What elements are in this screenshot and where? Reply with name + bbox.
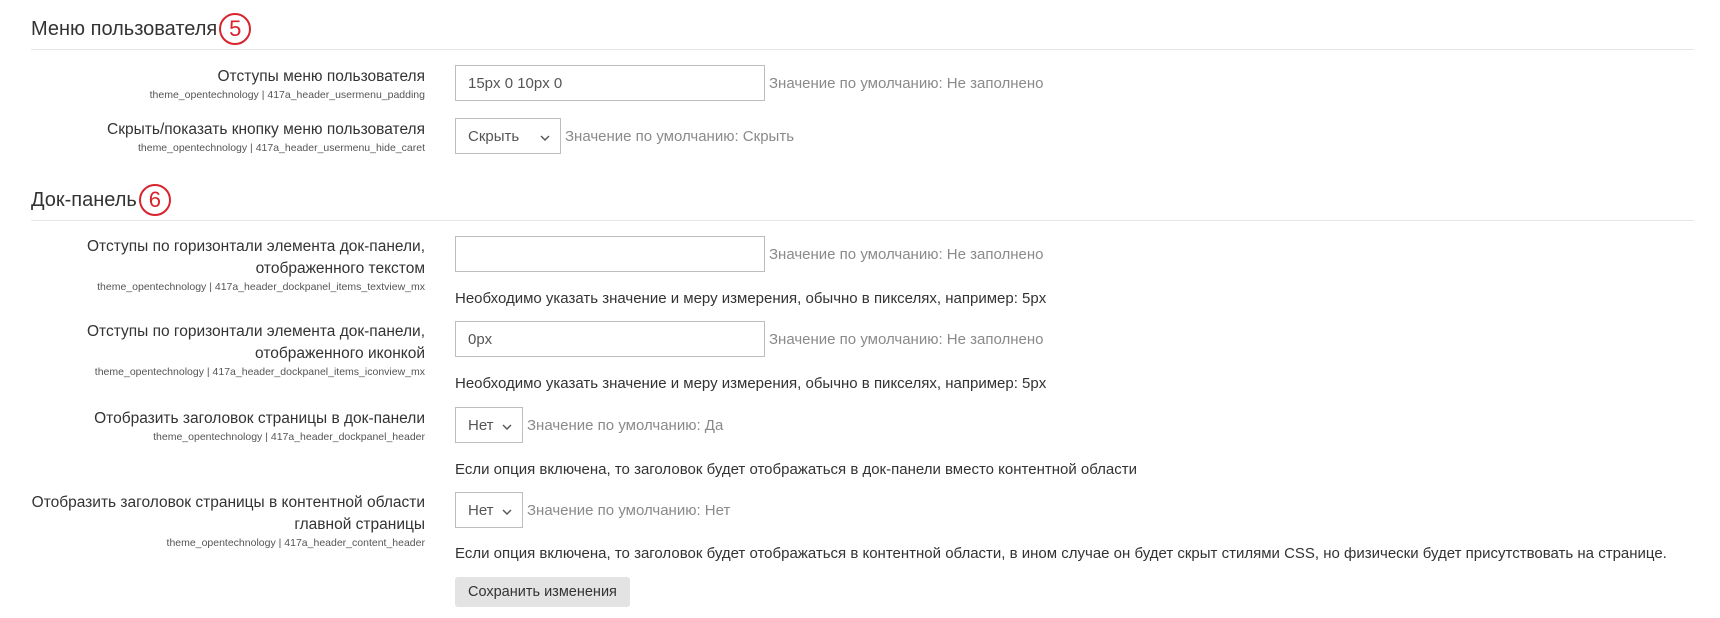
select-value: Скрыть: [468, 127, 520, 145]
setting-key: theme_opentechnology | 417a_header_usermenu_padding: [149, 89, 425, 101]
section-badge: 6: [139, 184, 171, 216]
save-changes-button[interactable]: Сохранить изменения: [455, 577, 630, 607]
setting-key: theme_opentechnology | 417a_header_dockpanel_header: [153, 431, 425, 443]
setting-label-text: Скрыть/показать кнопку меню пользователя: [107, 121, 425, 138]
settings-area: [31, 0, 1694, 618]
iconview-margin-input[interactable]: [455, 321, 765, 357]
section-title: Меню пользователя: [31, 17, 218, 40]
setting-key: theme_opentechnology | 417a_header_dockpanel_items_textview_mx: [97, 281, 425, 293]
setting-key: theme_opentechnology | 417a_header_dockpanel_items_iconview_mx: [94, 366, 425, 378]
setting-label-text: Отобразить заголовок страницы в док-панели: [94, 410, 425, 427]
dockpanel-header-select[interactable]: [455, 407, 523, 443]
setting-label: [31, 408, 425, 444]
setting-field: [455, 236, 1044, 272]
default-value-text: Значение по умолчанию: Не заполнено: [769, 245, 1044, 263]
help-text: Необходимо указать значение и меру измерения, обычно в пикселях, например: 5px: [455, 375, 1047, 392]
textview-margin-input[interactable]: [455, 236, 765, 272]
help-text: Необходимо указать значение и меру измерения, обычно в пикселях, например: 5px: [455, 290, 1047, 307]
content-header-select[interactable]: [455, 492, 523, 528]
chevron-down-icon: [502, 502, 512, 519]
setting-label-text: Отступы по горизонтали элемента док-панели,: [86, 238, 425, 255]
setting-label-text: Отступы меню пользователя: [217, 68, 425, 85]
select-value: Нет: [468, 501, 494, 519]
setting-field: [455, 492, 730, 528]
help-text: Если опция включена, то заголовок будет отображаться в контентной области, в ином случае он будет скрыт стилями CSS, но физически будет присутствовать на странице.: [455, 545, 1667, 562]
section-title: Док-панель: [31, 188, 137, 211]
chevron-down-icon: [502, 417, 512, 434]
setting-label: [31, 492, 425, 550]
setting-field: [455, 321, 1044, 357]
setting-label: [31, 321, 425, 379]
setting-key: theme_opentechnology | 417a_header_usermenu_hide_caret: [137, 142, 425, 154]
default-value-text: Значение по умолчанию: Не заполнено: [769, 74, 1044, 92]
setting-label-text: отображенного иконкой: [255, 345, 425, 362]
default-value-text: Значение по умолчанию: Нет: [527, 501, 731, 519]
setting-label: [31, 236, 425, 294]
setting-label-text: Отступы по горизонтали элемента док-панели,: [86, 323, 425, 340]
help-text: Если опция включена, то заголовок будет отображаться в док-панели вместо контентной области: [455, 461, 1138, 478]
setting-label-text: главной страницы: [294, 516, 425, 533]
default-value-text: Значение по умолчанию: Скрыть: [565, 127, 795, 145]
default-value-text: Значение по умолчанию: Не заполнено: [769, 330, 1044, 348]
setting-label-text: отображенного текстом: [255, 260, 425, 277]
section-badge: 5: [219, 13, 251, 45]
select-value: Нет: [468, 416, 494, 434]
setting-key: theme_opentechnology | 417a_header_content_header: [166, 537, 425, 549]
setting-field: [455, 407, 723, 443]
setting-label-text: Отобразить заголовок страницы в контентной области: [31, 494, 425, 511]
default-value-text: Значение по умолчанию: Да: [527, 416, 724, 434]
